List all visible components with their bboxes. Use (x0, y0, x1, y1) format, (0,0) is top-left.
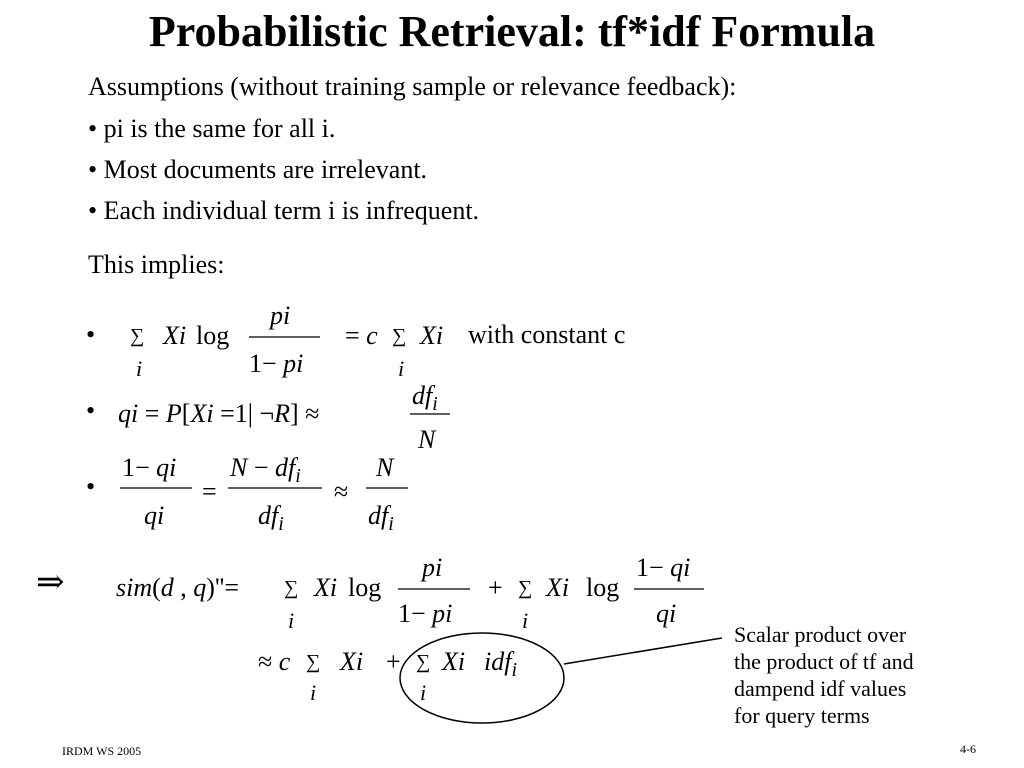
formula-4 (116, 553, 704, 633)
svg-text:+: + (488, 573, 503, 602)
callout-line-2: the product of tf and (734, 649, 914, 674)
svg-text:Xi: Xi (442, 647, 466, 676)
footer-course: IRDM WS 2005 (62, 744, 142, 758)
svg-text:1− qi: 1− qi (122, 453, 177, 482)
svg-text:1− pi: 1− pi (249, 349, 304, 378)
svg-text:∑: ∑ (284, 577, 299, 599)
svg-text:∑: ∑ (130, 325, 145, 347)
svg-text:i: i (420, 680, 427, 705)
formula-bullet-3: • (86, 472, 96, 501)
svg-text:≈ c: ≈ c (258, 647, 291, 676)
svg-text:dfi: $df_i$ (368, 501, 394, 535)
svg-text:qi = P[Xi =1| ¬R] ≈: qi = P[Xi =1| ¬R] ≈ (118, 399, 320, 428)
svg-text:N − dfi: $N - df_i$ (230, 453, 301, 487)
svg-text:N: N (418, 425, 436, 454)
svg-text:log: log (348, 573, 382, 602)
svg-text:∑: ∑ (306, 651, 321, 673)
svg-text:pi: pi (422, 553, 443, 582)
implies-arrow: ⇒ (36, 564, 65, 601)
formula-bullet-1: • (86, 320, 96, 349)
svg-text:∑: ∑ (518, 577, 533, 599)
svg-text:i: i (288, 608, 295, 633)
page-number: 4-6 (960, 742, 976, 756)
implies-text: This implies: (88, 250, 225, 279)
assumption-item-2: • Most documents are irrelevant. (88, 155, 428, 184)
svg-text:dfi: $df_i$ (412, 381, 438, 415)
callout-text (734, 621, 994, 729)
formula-2 (118, 381, 450, 454)
svg-text:sim(d , q)''=: sim(d , q)''= (116, 573, 239, 602)
svg-text:Xi: Xi (314, 573, 338, 602)
svg-text:Xi: Xi (340, 647, 364, 676)
svg-text:∑: ∑ (392, 325, 407, 347)
formula-5 (258, 647, 517, 705)
svg-text:i: i (310, 680, 317, 705)
svg-text:≈: ≈ (334, 477, 349, 506)
svg-text:Xi: Xi (546, 573, 570, 602)
svg-text:dfi: $df_i$ (258, 501, 284, 535)
callout-line-1: Scalar product over (734, 622, 907, 647)
svg-text:idfi: idf$_i$ (484, 647, 518, 681)
svg-text:pi: pi (270, 301, 291, 330)
slide-title: Probabilistic Retrieval: tf*idf Formula (148, 7, 876, 56)
svg-text:1− qi: 1− qi (636, 553, 691, 582)
svg-text:=: = (202, 477, 217, 506)
svg-text:log: log (196, 321, 230, 350)
formula-3 (120, 453, 408, 535)
svg-text:qi: qi (144, 501, 165, 530)
callout-connector (564, 638, 722, 664)
assumptions-heading: Assumptions (without training sample or relevance feedback): (88, 72, 737, 101)
svg-text:1− pi: 1− pi (398, 599, 453, 628)
svg-text:i: i (522, 608, 529, 633)
svg-text:+: + (386, 647, 401, 676)
formula-1 (130, 301, 443, 381)
svg-text:i: i (136, 356, 143, 381)
svg-text:log: log (586, 573, 620, 602)
assumption-item-3: • Each individual term i is infrequent. (88, 196, 480, 225)
svg-text:Xi: Xi (163, 321, 187, 350)
formula-bullet-2: • (86, 396, 96, 425)
formula-1-suffix: with constant c (468, 320, 626, 349)
svg-text:N: N (376, 453, 394, 482)
svg-text:qi: qi (656, 599, 677, 628)
svg-text:∑: ∑ (416, 651, 431, 673)
svg-text:Xi: Xi (420, 321, 444, 350)
callout-line-4: for query terms (734, 703, 870, 728)
highlight-ellipse (400, 633, 564, 723)
callout-line-3: dampend idf values (734, 676, 907, 701)
assumption-item-1: • pi is the same for all i. (88, 114, 336, 143)
svg-text:= c: = c (345, 321, 378, 350)
svg-text:i: i (398, 356, 405, 381)
